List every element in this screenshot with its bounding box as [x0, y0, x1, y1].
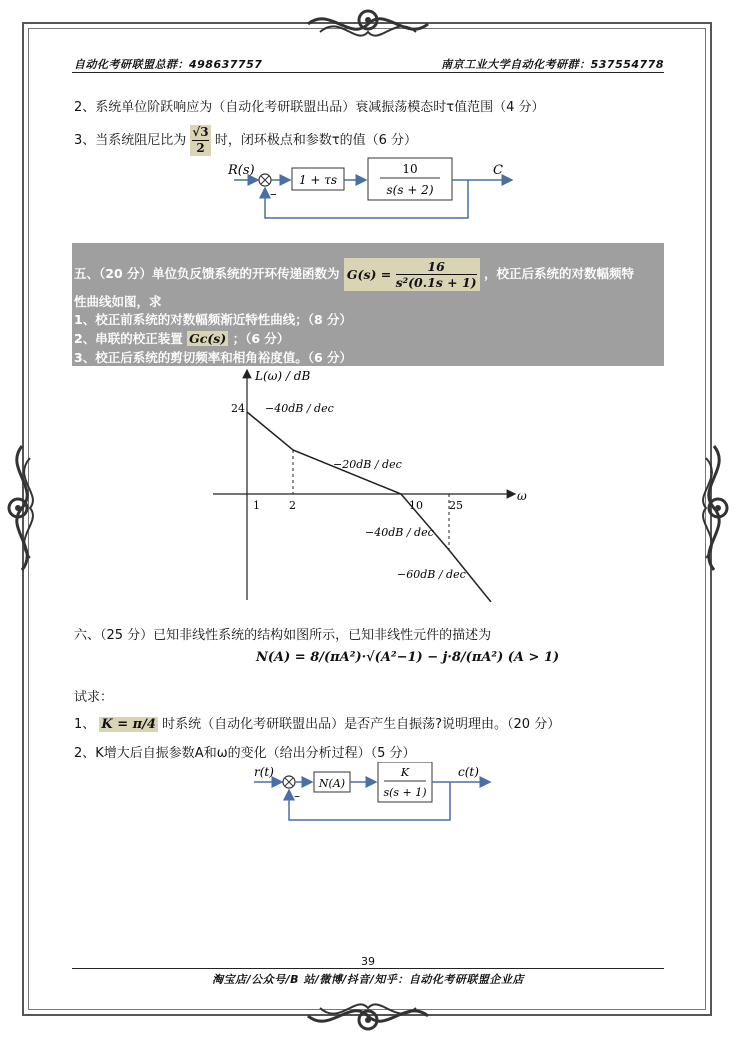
- q5-item-2-math: Gc(s): [189, 331, 227, 346]
- footer-text: 淘宝店/公众号/B 站/微博/抖音/知乎：自动化考研联盟企业店: [212, 973, 524, 986]
- page-number: 39: [361, 955, 375, 968]
- q4-damping-fraction: [190, 125, 210, 156]
- q5-line-1: [74, 258, 634, 291]
- q6-output-label: c(t): [458, 765, 479, 779]
- q5-tf-lhs: G(s) =: [346, 267, 392, 282]
- q5-tf-den: s²(0.1s + 1): [395, 275, 477, 290]
- q5-item-2-post: ；（6 分）: [232, 331, 290, 346]
- q6-block-diagram: [250, 762, 500, 828]
- q5-item-3: 3、校正后系统的剪切频率和相角裕度值。（6 分）: [74, 350, 352, 365]
- q6-item-1-math: K = π/4: [101, 717, 156, 732]
- q6-item-1-pre: 1、: [74, 717, 96, 732]
- q6-line-1: 六、（25 分）已知非线性系统的结构如图所示，已知非线性元件的描述为: [74, 628, 492, 643]
- q5-slope-label-4: −60dB / dec: [397, 568, 466, 581]
- q5-slope-label-2: −20dB / dec: [333, 458, 402, 471]
- q4-block-diagram: [220, 156, 520, 226]
- q6-block-1-label: N(A): [318, 777, 346, 790]
- left-ornament-icon: [2, 440, 42, 576]
- q4-item-3: [74, 125, 417, 156]
- q4-minus-sign: –: [270, 187, 277, 202]
- q5-x-tick-1: 1: [253, 499, 260, 512]
- q4-item-3-pre: 3、当系统阻尼比为: [74, 133, 187, 148]
- right-ornament-icon: [694, 440, 734, 576]
- q4-block-2-num: 10: [402, 162, 418, 176]
- q6-item-1-post: 时系统（自动化考研联盟出品）是否产生自振荡?说明理由。（20 分）: [162, 717, 561, 732]
- q5-item-2: [74, 329, 289, 347]
- q5-line-1-pre: 五、（20 分）单位负反馈系统的开环传递函数为: [74, 266, 340, 281]
- q5-transfer-function: [344, 258, 480, 291]
- q6-block-2-num: K: [400, 766, 410, 779]
- q4-input-label: R(s): [228, 163, 255, 178]
- q4-item-2: 2、系统单位阶跃响应为（自动化考研联盟出品）衰减振荡模态时τ值范围（4 分）: [74, 100, 545, 115]
- header-right: 南京工业大学自动化考研群：537554778: [441, 58, 664, 71]
- q6-input-label: r(t): [254, 765, 274, 779]
- header-rule: [72, 72, 664, 73]
- q6-item-1: [74, 713, 560, 732]
- q5-y-tick-24: 24: [231, 402, 245, 415]
- q4-block-1-label: 1 + τs: [298, 173, 338, 187]
- q4-output-label: C: [493, 163, 503, 178]
- q4-block-2-den: s(s + 2): [386, 183, 434, 197]
- q5-x-tick-25: 25: [449, 499, 463, 512]
- q5-item-2-pre: 2、串联的校正装置: [74, 331, 183, 346]
- q6-item-2: 2、K增大后自振参数A和ω的变化（给出分析过程）（5 分）: [74, 746, 416, 761]
- q6-block-2-den: s(s + 1): [383, 786, 427, 799]
- q5-slope-label-1: −40dB / dec: [265, 402, 334, 415]
- q5-bode-plot: [205, 364, 535, 602]
- q6-minus-sign: –: [294, 789, 300, 803]
- q5-slope-label-3: −40dB / dec: [365, 526, 434, 539]
- q6-formula: N(A) = 8/(πA²)·√(A²−1) − j·8/(πA²) (A > 1): [256, 650, 560, 665]
- bottom-ornament-icon: [300, 994, 436, 1038]
- footer-rule: [72, 968, 664, 969]
- q4-frac-num: √3: [192, 125, 209, 139]
- q5-line-1-post: ，校正后系统的对数幅频特: [483, 266, 634, 281]
- header-left: 自动化考研联盟总群：498637757: [74, 58, 263, 71]
- q4-frac-den: 2: [196, 141, 205, 155]
- q5-x-label: ω: [517, 489, 527, 503]
- q5-x-tick-10: 10: [409, 499, 423, 512]
- q5-tf-num: 16: [396, 259, 477, 275]
- top-ornament-icon: [300, 2, 436, 46]
- q5-line-2: 性曲线如图，求: [74, 294, 162, 309]
- q5-item-1: 1、校正前系统的对数幅频渐近特性曲线；（8 分）: [74, 312, 352, 327]
- q4-item-3-post: 时，闭环极点和参数τ的值（6 分）: [214, 133, 418, 148]
- q5-y-label: L(ω) / dB: [255, 369, 311, 383]
- q5-x-tick-2: 2: [289, 499, 296, 512]
- q6-ask: 试求：: [74, 690, 114, 705]
